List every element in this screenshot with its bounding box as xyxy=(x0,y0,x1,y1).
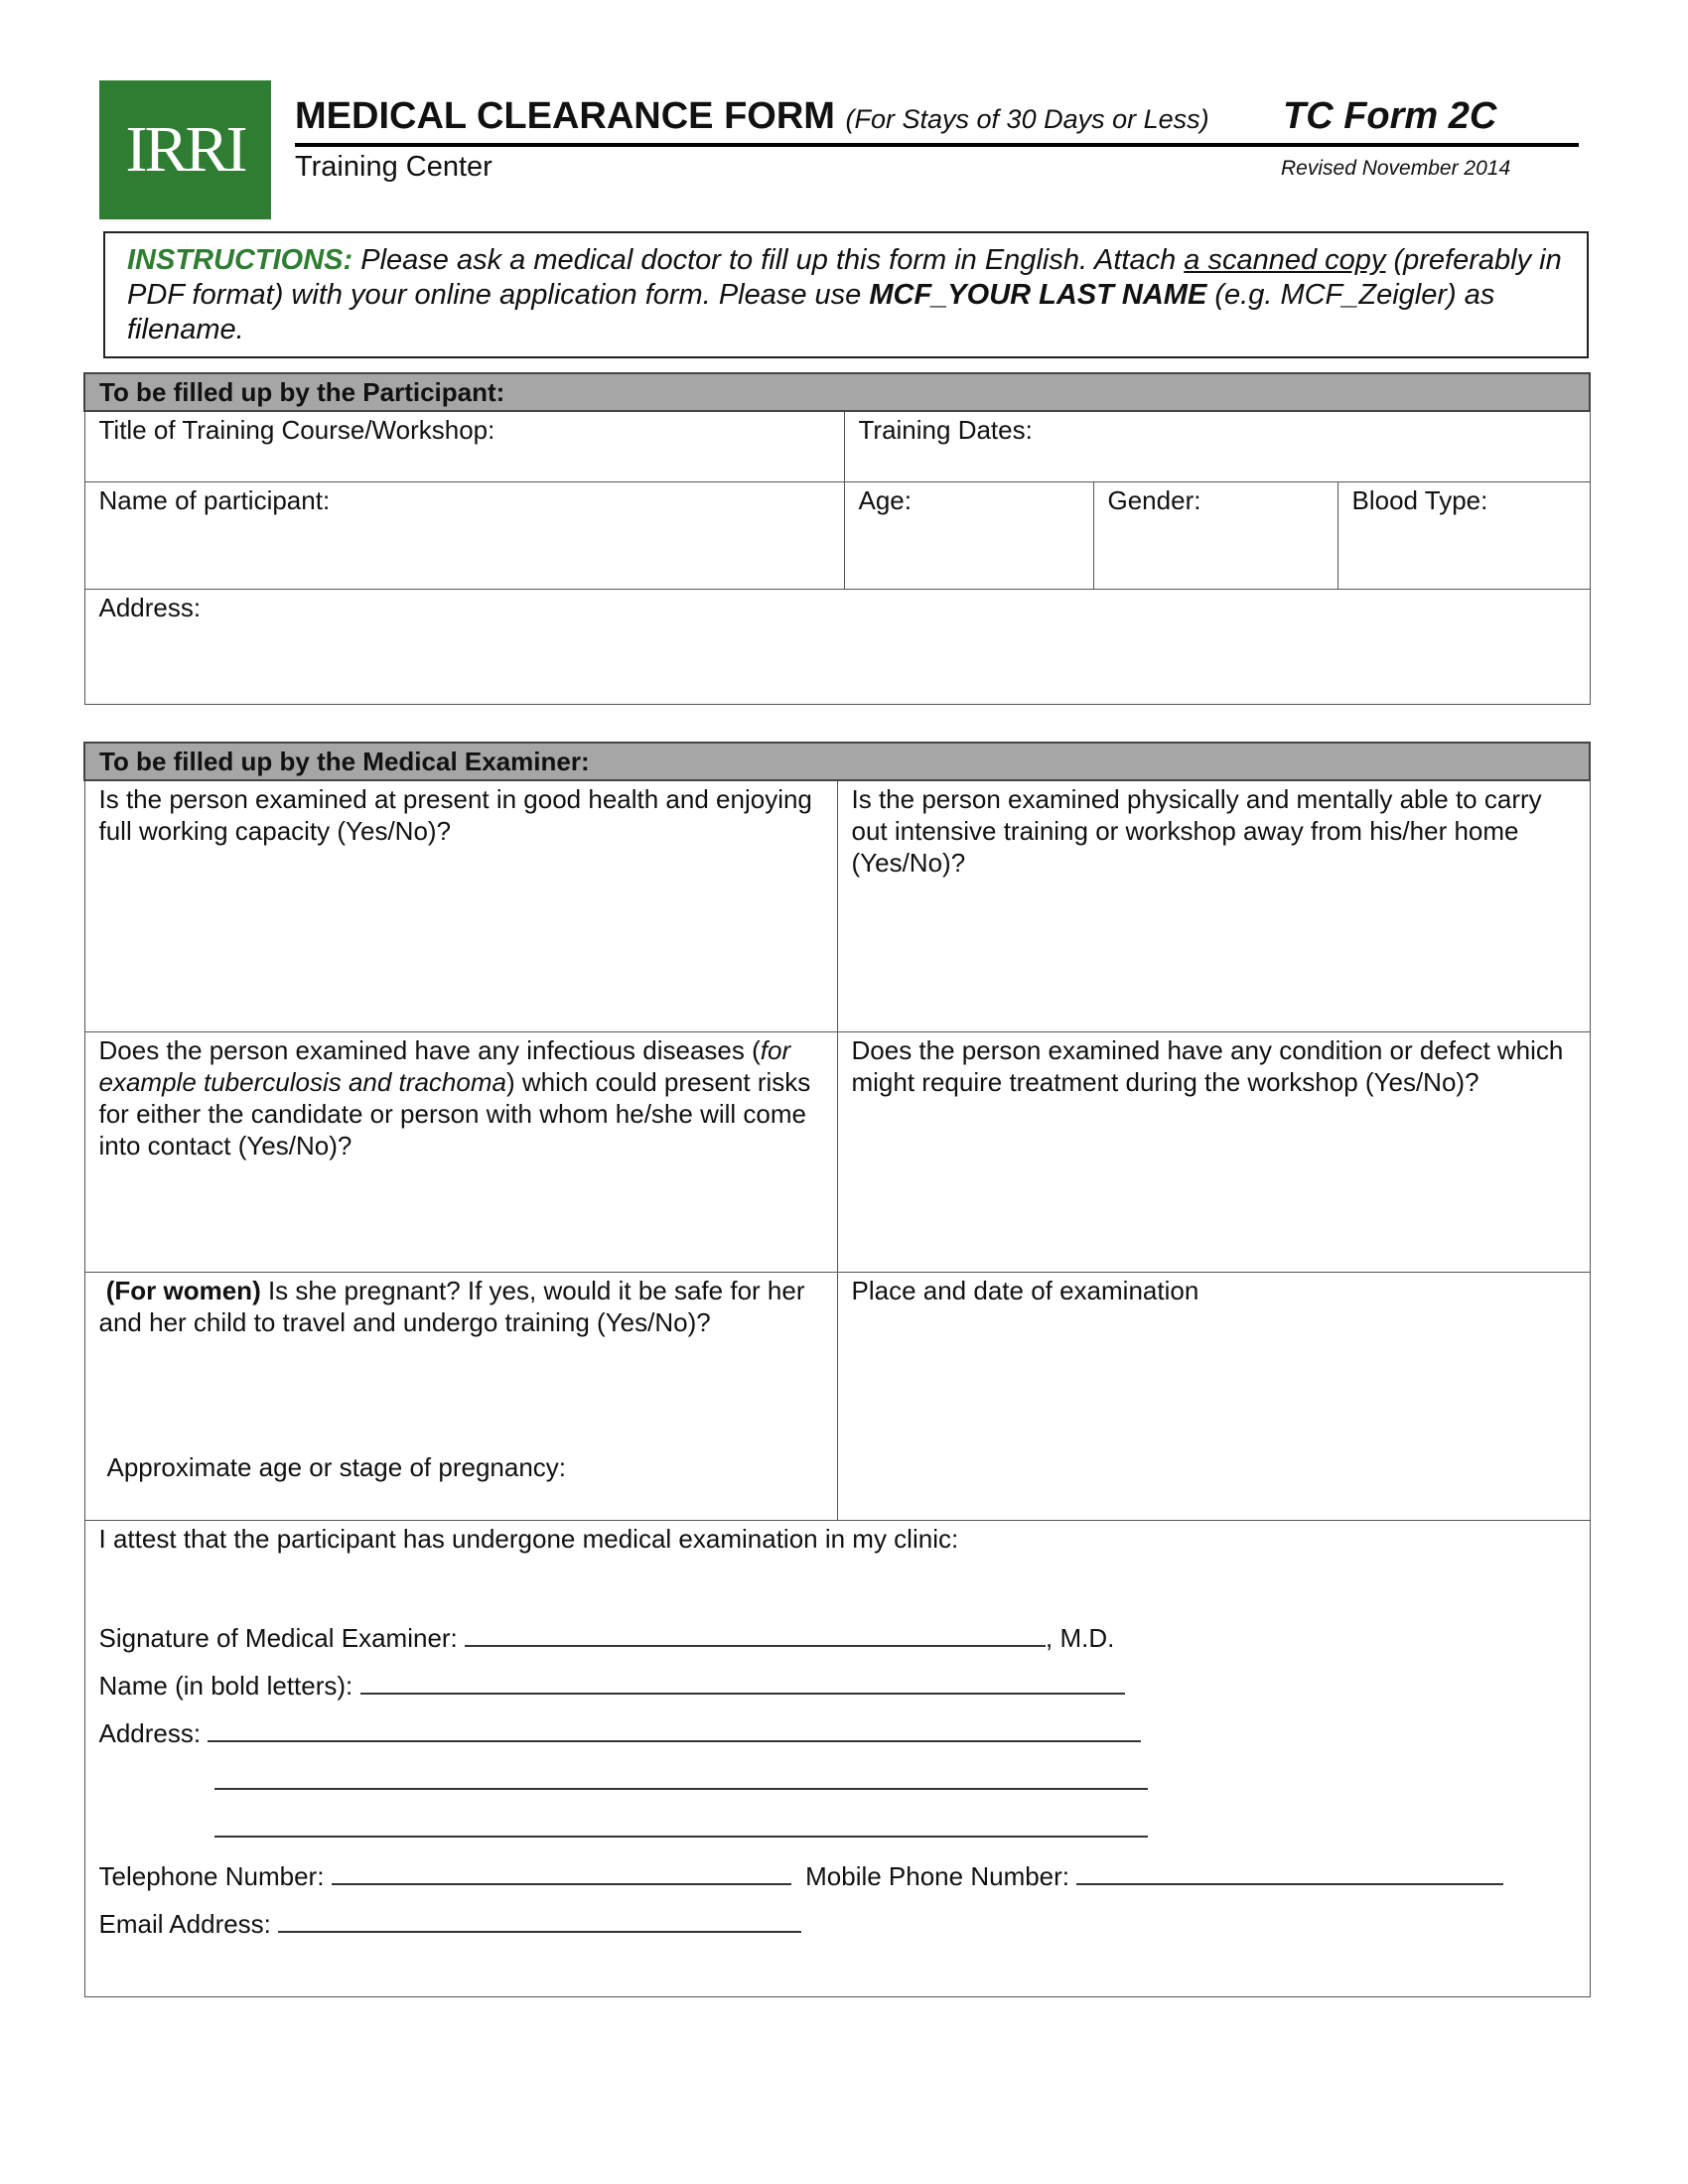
revised-date: Revised November 2014 xyxy=(1281,157,1511,180)
participant-header: To be filled up by the Participant: xyxy=(84,373,1590,411)
md-suffix: , M.D. xyxy=(1046,1622,1115,1653)
for-women-label: (For women) xyxy=(105,1275,261,1305)
attest-text: I attest that the participant has undergone medical examination in my clinic: xyxy=(98,1523,959,1554)
subtitle: Training Center xyxy=(295,151,492,183)
address-line-3[interactable] xyxy=(214,1814,1148,1838)
mobile-line[interactable] xyxy=(1076,1861,1503,1885)
name-line[interactable] xyxy=(360,1671,1125,1695)
course-field[interactable]: Title of Training Course/Workshop: xyxy=(84,411,844,481)
mobile-label: Mobile Phone Number: xyxy=(805,1860,1070,1891)
title-text: MEDICAL CLEARANCE FORM xyxy=(295,95,835,137)
signature-label: Signature of Medical Examiner: xyxy=(98,1622,458,1653)
able-to-train-field[interactable]: Is the person examined physically and mentally able to carry out intensive training or workshop away from his/her home (Yes/No)? xyxy=(837,780,1590,1031)
address-line-2[interactable] xyxy=(214,1766,1148,1790)
instructions-box xyxy=(103,231,1589,358)
q3-text: ) which could present risks for either the candidate or person with whom he/she will come into contact (Yes/No)? xyxy=(98,1066,811,1160)
gender-field[interactable]: Gender: xyxy=(1093,481,1337,589)
email-line[interactable] xyxy=(278,1909,801,1933)
instructions-text: (preferably in PDF format) with your online application form. Please use xyxy=(127,244,1562,311)
examiner-table xyxy=(83,742,1591,1997)
title-note: (For Stays of 30 Days or Less) xyxy=(845,104,1209,134)
age-field[interactable]: Age: xyxy=(844,481,1093,589)
scanned-copy-text: a scanned copy xyxy=(1184,244,1386,276)
name-label: Name (in bold letters): xyxy=(98,1670,353,1701)
examiner-address-label: Address: xyxy=(98,1717,202,1748)
blood-type-field[interactable]: Blood Type: xyxy=(1337,481,1590,589)
signature-line[interactable] xyxy=(465,1623,1046,1647)
telephone-line[interactable] xyxy=(332,1861,791,1885)
examiner-header: To be filled up by the Medical Examiner: xyxy=(84,743,1590,780)
condition-field[interactable]: Does the person examined have any condition or defect which might require treatment during the workshop (Yes/No)? xyxy=(837,1031,1590,1272)
email-label: Email Address: xyxy=(98,1908,271,1939)
place-date-field[interactable]: Place and date of examination xyxy=(837,1272,1590,1520)
instructions-label: INSTRUCTIONS: xyxy=(127,244,353,276)
good-health-field[interactable]: Is the person examined at present in good health and enjoying full working capacity (Yes/No)? xyxy=(84,780,837,1031)
attestation-section xyxy=(84,1520,1590,1996)
q3-example: for example tuberculosis and trachoma xyxy=(98,1034,791,1097)
q3-text: Does the person examined have any infectious diseases ( xyxy=(98,1034,761,1065)
instructions-text: (e.g. MCF_Zeigler) as filename. xyxy=(127,279,1495,345)
irri-logo: IRRI xyxy=(99,80,271,219)
filename-format: MCF_YOUR LAST NAME xyxy=(869,279,1207,311)
participant-table xyxy=(83,372,1591,705)
telephone-label: Telephone Number: xyxy=(98,1860,325,1891)
address-line-1[interactable] xyxy=(208,1718,1141,1742)
instructions-text: Please ask a medical doctor to fill up this form in English. Attach xyxy=(352,244,1185,276)
pregnancy-question: Is she pregnant? If yes, would it be safe for her and her child to travel and undergo training (Yes/No)? xyxy=(98,1275,805,1337)
pregnancy-stage-label: Approximate age or stage of pregnancy: xyxy=(106,1451,567,1482)
infectious-disease-field[interactable] xyxy=(84,1031,837,1272)
dates-field[interactable]: Training Dates: xyxy=(844,411,1590,481)
form-number: TC Form 2C xyxy=(1283,95,1497,137)
name-field[interactable]: Name of participant: xyxy=(84,481,844,589)
header-rule xyxy=(295,143,1579,147)
address-field[interactable]: Address: xyxy=(84,589,1590,704)
form-title xyxy=(295,95,1209,138)
pregnancy-field[interactable] xyxy=(84,1272,837,1520)
